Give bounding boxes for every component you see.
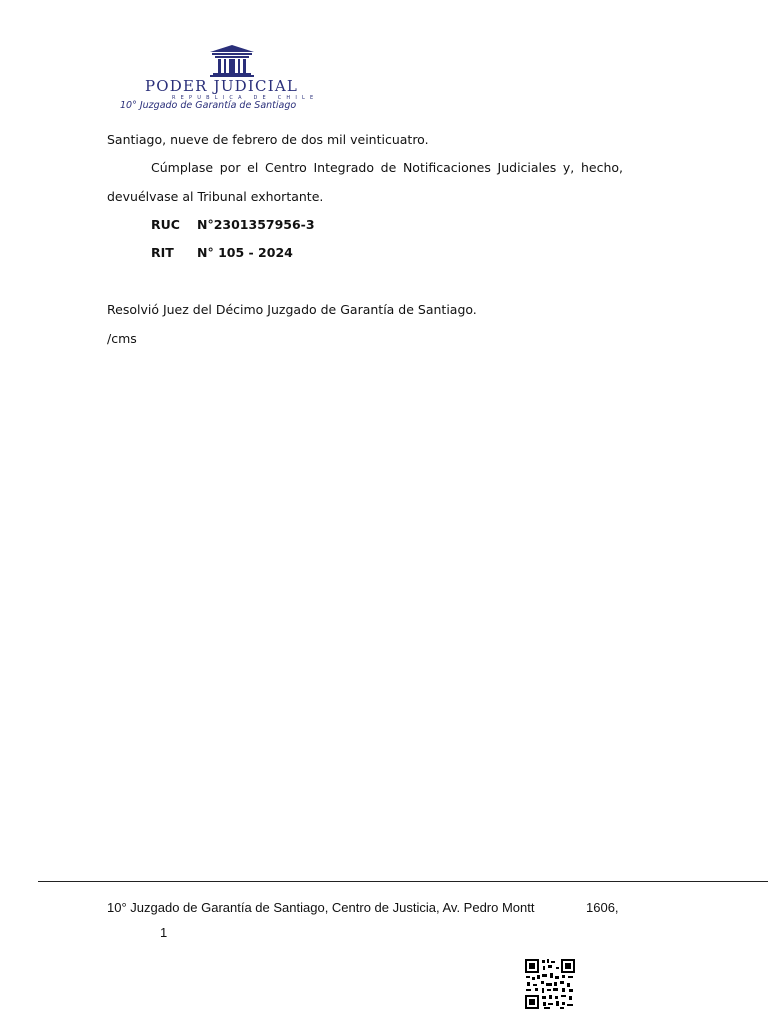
page-number: 1 [160,925,168,940]
court-name: 10° Juzgado de Garantía de Santiago [120,100,297,111]
resolution-line: Resolvió Juez del Décimo Juzgado de Garantía de Santiago. [107,302,477,317]
footer-address-line [107,900,534,915]
rit-row [151,245,293,260]
courthouse-icon [207,44,257,78]
org-name: PODER JUDICIAL [145,77,299,95]
poder-judicial-logo [112,44,352,116]
ruc-label: RUC [151,217,180,232]
footer-street-number: 1606, [586,900,619,915]
paragraph-first-line: Cúmplase por el Centro Integrado de Notificaciones Judiciales y, hecho, [151,160,623,175]
ruc-row [151,217,315,232]
footer-address: 10° Juzgado de Garantía de Santiago, Centro de Justicia, Av. Pedro Montt [107,900,535,915]
ruc-value: N°2301357956-3 [197,217,315,232]
rit-label: RIT [151,245,174,260]
initials: /cms [107,331,137,346]
date-line: Santiago, nueve de febrero de dos mil veinticuatro. [107,132,429,147]
qr-code-icon [524,958,576,1010]
paragraph-second-line: devuélvase al Tribunal exhortante. [107,189,324,204]
country-name: REPUBLICA DE CHILE [172,95,319,101]
footer-divider [38,881,768,882]
rit-value: N° 105 - 2024 [197,245,293,260]
